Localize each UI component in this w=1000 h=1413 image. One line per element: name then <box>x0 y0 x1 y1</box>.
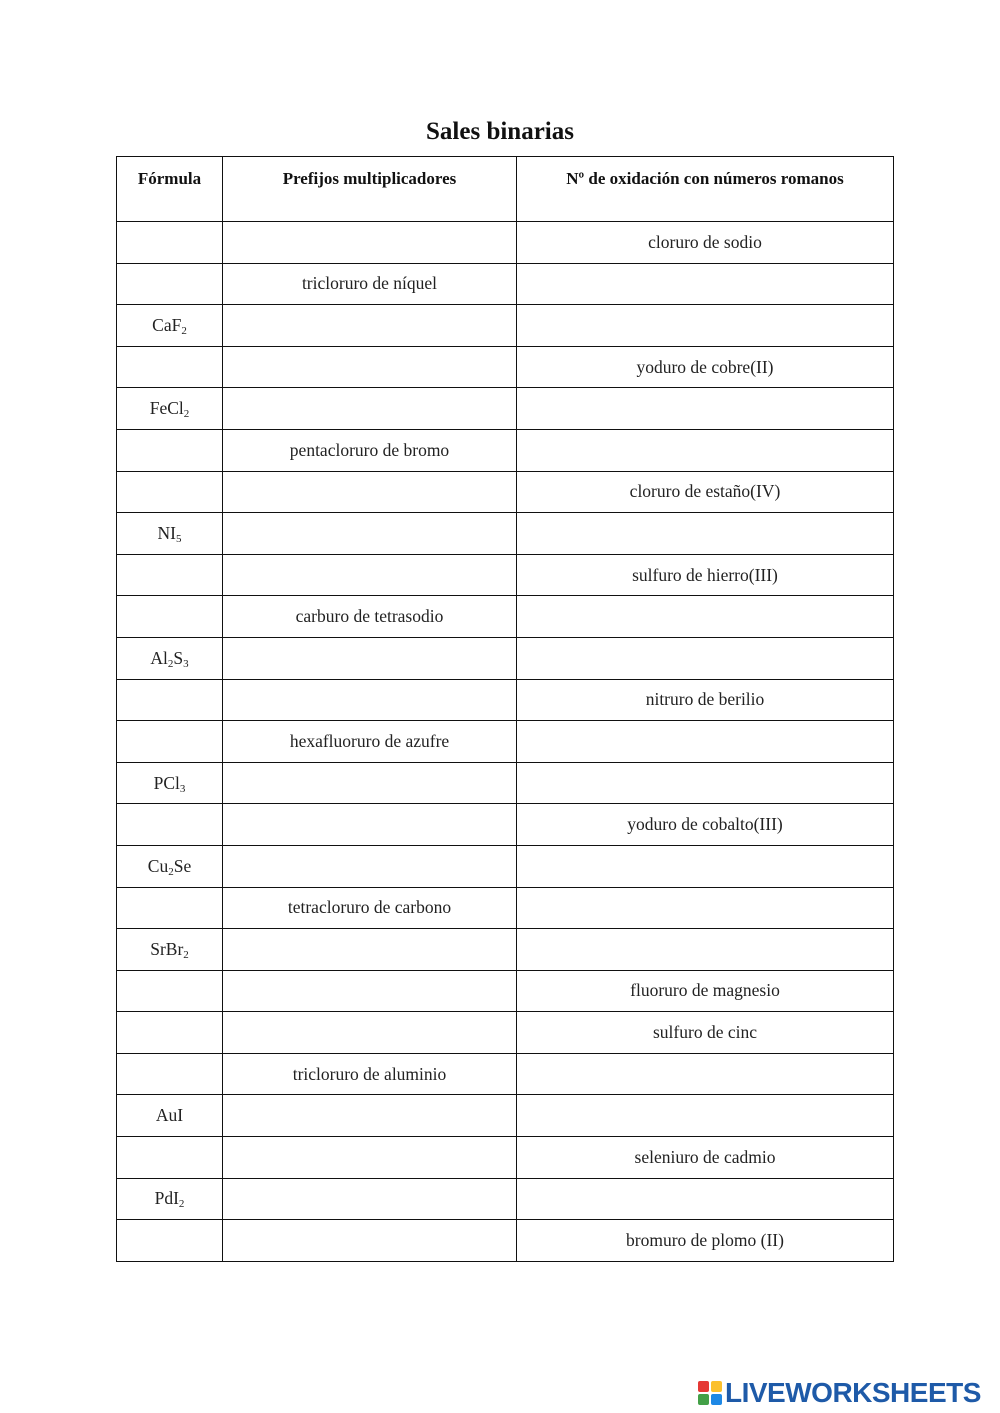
table-row <box>117 554 894 596</box>
formula-cell[interactable] <box>117 429 223 471</box>
table-row <box>117 762 894 804</box>
table-body <box>117 222 894 1262</box>
prefijos-cell[interactable] <box>223 346 517 388</box>
liveworksheets-logo <box>698 1378 981 1408</box>
table-row <box>117 388 894 430</box>
prefijos-cell[interactable] <box>223 1012 517 1054</box>
table-row <box>117 263 894 305</box>
formula-cell[interactable] <box>117 887 223 929</box>
formula-element: Cl <box>167 398 184 419</box>
oxidacion-cell[interactable]: cloruro de estaño(IV) <box>517 471 894 513</box>
prefijos-cell[interactable] <box>223 305 517 347</box>
formula-subscript: 3 <box>183 657 189 670</box>
formula-cell[interactable] <box>117 263 223 305</box>
oxidacion-cell[interactable]: sulfuro de cinc <box>517 1012 894 1054</box>
formula-element: I <box>170 522 176 543</box>
formula-element: Ca <box>152 314 172 335</box>
formula-cell[interactable] <box>117 637 223 679</box>
table-row <box>117 346 894 388</box>
oxidacion-cell[interactable] <box>517 721 894 763</box>
table-row <box>117 1178 894 1220</box>
prefijos-cell[interactable] <box>223 471 517 513</box>
oxidacion-cell[interactable] <box>517 513 894 555</box>
formula-element: P <box>153 772 164 793</box>
prefijos-cell[interactable] <box>223 679 517 721</box>
formula-cell[interactable] <box>117 804 223 846</box>
formula-cell[interactable] <box>117 721 223 763</box>
formula-subscript: 5 <box>175 532 182 545</box>
header-oxidacion: Nº de oxidación con números romanos <box>517 157 894 222</box>
page-title: Sales binarias <box>426 118 574 145</box>
formula-cell[interactable] <box>117 1053 223 1095</box>
formula-element: S <box>173 647 184 668</box>
formula-subscript: 2 <box>178 1198 185 1211</box>
table-row <box>117 929 894 971</box>
prefijos-cell[interactable] <box>223 222 517 264</box>
formula-cell[interactable] <box>117 596 223 638</box>
table-row <box>117 1095 894 1137</box>
oxidacion-cell[interactable]: yoduro de cobalto(III) <box>517 804 894 846</box>
prefijos-cell[interactable] <box>223 762 517 804</box>
formula-element: Al <box>150 647 168 668</box>
table-row <box>117 596 894 638</box>
formula-cell[interactable] <box>117 762 223 804</box>
table-row <box>117 471 894 513</box>
logo-text: LIVEWORKSHEETS <box>725 1377 981 1408</box>
formula-element: Au <box>155 1105 178 1126</box>
header-prefijos: Prefijos multiplicadores <box>223 157 517 222</box>
oxidacion-cell[interactable] <box>517 263 894 305</box>
table-row <box>117 1012 894 1054</box>
table-row <box>117 887 894 929</box>
formula-cell[interactable] <box>117 305 223 347</box>
prefijos-cell[interactable]: tetracloruro de carbono <box>223 887 517 929</box>
prefijos-cell[interactable] <box>223 1220 517 1262</box>
table-row <box>117 845 894 887</box>
table-row <box>117 305 894 347</box>
formula-cell[interactable] <box>117 679 223 721</box>
prefijos-cell[interactable] <box>223 1178 517 1220</box>
table-row <box>117 970 894 1012</box>
prefijos-cell[interactable] <box>223 1095 517 1137</box>
formula-element: Fe <box>149 398 168 419</box>
formula-cell[interactable] <box>117 388 223 430</box>
oxidacion-cell[interactable] <box>517 637 894 679</box>
oxidacion-cell[interactable] <box>517 1095 894 1137</box>
formula-cell[interactable] <box>117 513 223 555</box>
oxidacion-cell[interactable] <box>517 887 894 929</box>
prefijos-cell[interactable] <box>223 1137 517 1179</box>
formula-cell[interactable] <box>117 1012 223 1054</box>
formula-subscript: 2 <box>183 408 190 421</box>
prefijos-cell[interactable]: tricloruro de níquel <box>223 263 517 305</box>
prefijos-cell[interactable] <box>223 637 517 679</box>
table-row <box>117 721 894 763</box>
oxidacion-cell[interactable]: yoduro de cobre(II) <box>517 346 894 388</box>
formula-subscript: 2 <box>181 324 187 337</box>
logo-square-red <box>698 1381 709 1392</box>
logo-square-blue <box>711 1394 722 1405</box>
formula-cell[interactable] <box>117 929 223 971</box>
prefijos-cell[interactable] <box>223 845 517 887</box>
header-formula: Fórmula <box>117 157 223 222</box>
oxidacion-cell[interactable]: cloruro de sodio <box>517 222 894 264</box>
table-row <box>117 222 894 264</box>
table-row <box>117 679 894 721</box>
prefijos-cell[interactable]: tricloruro de aluminio <box>223 1053 517 1095</box>
table-row <box>117 637 894 679</box>
formula-cell[interactable] <box>117 471 223 513</box>
formula-element: Cu <box>147 855 169 876</box>
oxidacion-cell[interactable] <box>517 596 894 638</box>
formula-element: Se <box>173 855 192 876</box>
table-row <box>117 804 894 846</box>
formula-element: N <box>157 522 171 543</box>
oxidacion-cell[interactable]: sulfuro de hierro(III) <box>517 554 894 596</box>
prefijos-cell[interactable]: carburo de tetrasodio <box>223 596 517 638</box>
table-row <box>117 1053 894 1095</box>
table-header-row <box>117 157 894 222</box>
formula-cell[interactable] <box>117 1095 223 1137</box>
prefijos-cell[interactable] <box>223 388 517 430</box>
prefijos-cell[interactable] <box>223 554 517 596</box>
prefijos-cell[interactable] <box>223 929 517 971</box>
prefijos-cell[interactable] <box>223 970 517 1012</box>
table-row <box>117 429 894 471</box>
oxidacion-cell[interactable] <box>517 429 894 471</box>
formula-element: Cl <box>163 772 180 793</box>
formula-subscript: 2 <box>168 865 174 878</box>
formula-cell[interactable] <box>117 845 223 887</box>
formula-cell[interactable] <box>117 970 223 1012</box>
oxidacion-cell[interactable]: fluoruro de magnesio <box>517 970 894 1012</box>
formula-cell[interactable] <box>117 346 223 388</box>
oxidacion-cell[interactable] <box>517 1178 894 1220</box>
prefijos-cell[interactable] <box>223 804 517 846</box>
formula-cell[interactable] <box>117 222 223 264</box>
liveworksheets-logo-icon <box>698 1381 722 1405</box>
formula-cell[interactable] <box>117 1220 223 1262</box>
oxidacion-cell[interactable] <box>517 929 894 971</box>
formula-subscript: 3 <box>179 782 186 795</box>
formula-element: Br <box>165 938 184 959</box>
prefijos-cell[interactable]: pentacloruro de bromo <box>223 429 517 471</box>
oxidacion-cell[interactable] <box>517 762 894 804</box>
logo-square-yellow <box>711 1381 722 1392</box>
oxidacion-cell[interactable]: seleniuro de cadmio <box>517 1137 894 1179</box>
formula-element: Pd <box>154 1188 174 1209</box>
oxidacion-cell[interactable]: bromuro de plomo (II) <box>517 1220 894 1262</box>
oxidacion-cell[interactable] <box>517 1053 894 1095</box>
formula-subscript: 2 <box>167 657 174 670</box>
formula-cell[interactable] <box>117 1178 223 1220</box>
salts-table <box>116 156 894 1262</box>
formula-subscript: 2 <box>183 948 189 961</box>
table-row <box>117 1137 894 1179</box>
oxidacion-cell[interactable] <box>517 388 894 430</box>
formula-element: I <box>173 1188 179 1209</box>
prefijos-cell[interactable]: hexafluoruro de azufre <box>223 721 517 763</box>
formula-element: Sr <box>150 938 166 959</box>
formula-cell[interactable] <box>117 554 223 596</box>
formula-element: I <box>177 1105 184 1126</box>
formula-element: F <box>171 314 182 335</box>
oxidacion-cell[interactable] <box>517 305 894 347</box>
table-row <box>117 513 894 555</box>
formula-cell[interactable] <box>117 1137 223 1179</box>
prefijos-cell[interactable] <box>223 513 517 555</box>
oxidacion-cell[interactable]: nitruro de berilio <box>517 679 894 721</box>
table-row <box>117 1220 894 1262</box>
logo-square-green <box>698 1394 709 1405</box>
oxidacion-cell[interactable] <box>517 845 894 887</box>
